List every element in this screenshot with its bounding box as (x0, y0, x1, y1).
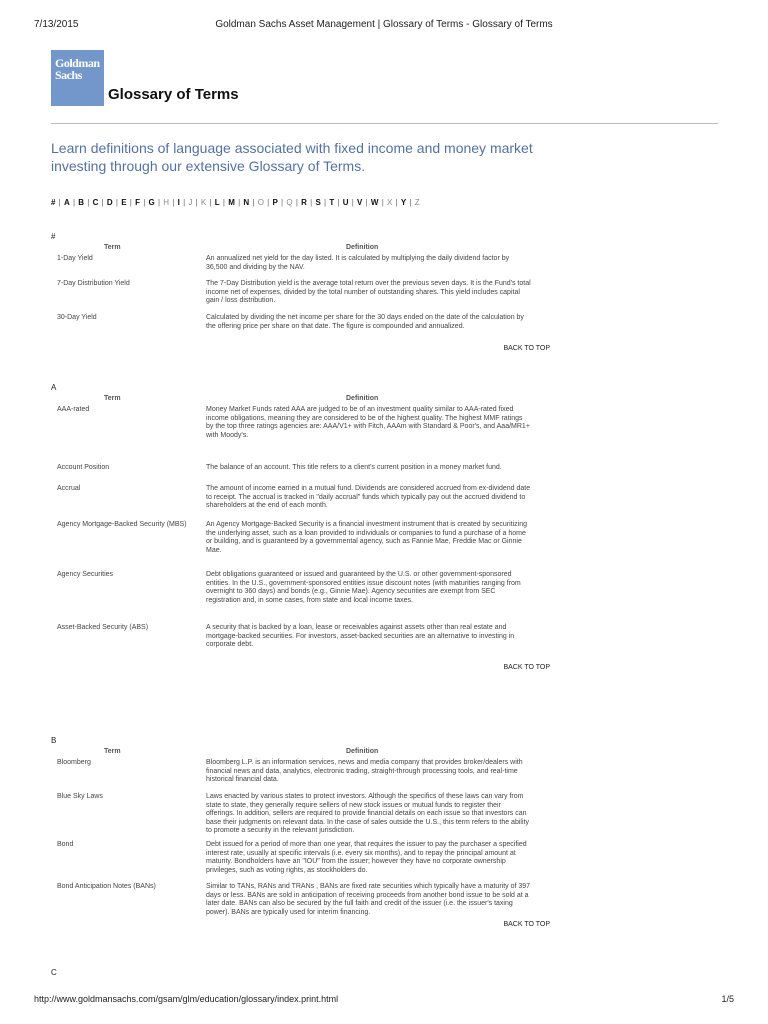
alphabet-link-hash[interactable]: # (51, 198, 56, 207)
alphabet-separator: | (264, 198, 272, 207)
glossary-row (51, 883, 571, 921)
glossary-definition: Money Market Funds rated AAA are judged to be of an investment quality similar to AAA-rated fixed income obligations, meaning they are considered to be of the highest quality. The highest MMF ratings by the top three ratings agencies are: AAA/V1+ with Fitch, AAAm with Standard & Poor's, and Aaa/MR1+ with Moody's. (206, 406, 530, 439)
glossary-term: Account Position (57, 464, 110, 471)
glossary-term: 7-Day Distribution Yield (57, 280, 130, 287)
alphabet-separator: | (155, 198, 163, 207)
alphabet-link-j: J (188, 198, 193, 207)
section-letter-c: C (51, 968, 57, 977)
alphabet-link-s[interactable]: S (315, 198, 321, 207)
glossary-term: Bond Anticipation Notes (BANs) (57, 883, 156, 890)
glossary-row (51, 571, 571, 624)
glossary-term: 30-Day Yield (57, 314, 97, 321)
section-b (51, 736, 571, 928)
alphabet-link-q: Q (286, 198, 293, 207)
glossary-term: Accrual (57, 485, 81, 492)
alphabet-separator: | (170, 198, 177, 207)
alphabet-separator: | (307, 198, 315, 207)
alphabet-link-f[interactable]: F (135, 198, 140, 207)
alphabet-separator: | (70, 198, 78, 207)
glossary-definition: Calculated by dividing the net income per share for the 30 days ended on the date of the calculation by the offering price per share on that date. The figure is compounded and annualized. (206, 314, 524, 330)
header-divider (51, 123, 718, 124)
glossary-definition: The 7-Day Distribution yield is the average total return over the previous seven days. It is the Fund's total income net of expenses, divided by the total number of outstanding shares. This yield includes capital gain / loss distribution. (206, 280, 531, 305)
section-letter: A (51, 383, 57, 392)
page-title: Glossary of Terms (108, 86, 239, 103)
glossary-row (51, 521, 571, 571)
definition-column-header: Definition (346, 748, 379, 755)
definition-column-header: Definition (346, 395, 379, 402)
glossary-definition: An annualized net yield for the day listed. It is calculated by multiplying the daily dividend factor by 36,500 and dividing by the NAV. (206, 255, 510, 271)
glossary-definition: Bloomberg L.P. is an information services, news and media company that provides broker/dealers with financial news and data, analytics, electronic trading, straight-through processing tools, and real-time historical financial data. (206, 759, 523, 784)
glossary-row (51, 485, 571, 521)
term-column-header: Term (104, 395, 121, 402)
alphabet-link-z: Z (414, 198, 420, 207)
glossary-definition: Debt issued for a period of more than one year, that requires the issuer to pay the purchaser a specified interest rate, usually at specific intervals (i.e. every six months), and to repay the principal amount at maturity. Bondholders have an "IOU" from the issuer; however they have no corporate ownership privileges, such as voting rights, as stockholders do. (206, 841, 527, 874)
print-title: Goldman Sachs Asset Management | Glossary of Terms - Glossary of Terms (215, 19, 553, 30)
alphabet-link-l[interactable]: L (214, 198, 220, 207)
alphabet-link-i[interactable]: I (177, 198, 180, 207)
logo-line-2: Sachs (55, 68, 82, 82)
table-header (51, 241, 571, 255)
glossary-row (51, 314, 571, 345)
alphabet-separator: | (235, 198, 243, 207)
alphabet-separator: | (99, 198, 106, 207)
section-a (51, 383, 571, 671)
back-to-top-link[interactable]: BACK TO TOP (503, 664, 550, 671)
alphabet-separator: | (127, 198, 135, 207)
glossary-row (51, 255, 571, 280)
glossary-term: Bloomberg (57, 759, 91, 766)
alphabet-link-r[interactable]: R (301, 198, 307, 207)
table-header (51, 745, 571, 759)
intro-text: Learn definitions of language associated with fixed income and money market investing through our extensive Glossary of Terms. (51, 140, 533, 174)
glossary-definition: A security that is backed by a loan, lease or receivables against assets other than real estate and mortgage-backed securities. For investors, asset-backed securities are an alternative to investing in corporate debt. (206, 624, 515, 649)
alphabet-separator: | (379, 198, 387, 207)
glossary-row (51, 280, 571, 314)
alphabet-link-d[interactable]: D (106, 198, 113, 207)
alphabet-separator: | (250, 198, 257, 207)
alphabet-link-u[interactable]: U (342, 198, 349, 207)
glossary-row (51, 793, 571, 841)
logo-line-1: Goldman (55, 56, 100, 70)
alphabet-separator: | (321, 198, 329, 207)
table-header (51, 392, 571, 406)
glossary-term: Agency Securities (57, 571, 114, 578)
glossary-definition: An Agency Mortgage-Backed Security is a financial investment instrument that is created by securitizing the underlying asset, such as a loan provided to individuals or companies to fund a purchase of a home or building, and is guaranteed by a governmental agency, such as Fannie Mae, Freddie Mac or Ginnie Mae. (206, 521, 527, 554)
alphabet-link-p[interactable]: P (272, 198, 278, 207)
alphabet-separator: | (335, 198, 342, 207)
glossary-term: Agency Mortgage-Backed Security (MBS) (57, 521, 187, 528)
glossary-definition: Laws enacted by various states to protect investors. Although the specifics of these laws can vary from state to state, they generally require sellers of new stock issues or mutual funds to register their offerings. In addition, sellers are required to provide financial details on each issue so that investors can base their judgments on relevant data. In the case of sales outside the U.S., this term refers to the ability to promote a security in the relevant jurisdiction. (206, 793, 529, 835)
alphabet-link-w[interactable]: W (370, 198, 379, 207)
glossary-definition: Similar to TANs, RANs and TRANs , BANs are fixed rate securities which typically have a maturity of 397 days or less. BANs are sold in anticipation of receiving proceeds from another bond issue to be sold at a later date. BANs can also be secured by the full faith and credit of the issuer (i.e. the issuer's taxing power). BANs are typically used for interim financing. (206, 883, 531, 916)
print-url: http://www.goldmansachs.com/gsam/glm/education/glossary/index.print.html (34, 994, 339, 1004)
goldman-sachs-logo[interactable] (51, 50, 104, 106)
section-hash (51, 232, 571, 352)
alphabet-separator: | (207, 198, 214, 207)
alphabet-link-c[interactable]: C (92, 198, 99, 207)
alphabet-separator: | (278, 198, 286, 207)
alphabet-link-k: K (200, 198, 207, 207)
alphabet-separator: | (407, 198, 414, 207)
alphabet-separator: | (349, 198, 357, 207)
term-column-header: Term (104, 244, 121, 251)
alphabet-link-o: O (257, 198, 264, 207)
glossary-term: Blue Sky Laws (57, 793, 103, 800)
glossary-definition: The amount of income earned in a mutual fund. Dividends are considered accrued from ex-dividend date to receipt. The accrual is tracked in "daily accrual" funds which typically pay out the accrued dividend to shareholders at the end of each month. (206, 485, 531, 510)
glossary-row (51, 759, 571, 793)
alphabet-separator: | (113, 198, 121, 207)
alphabet-link-t[interactable]: T (329, 198, 335, 207)
glossary-row (51, 624, 571, 664)
alphabet-separator: | (141, 198, 148, 207)
alphabet-link-m[interactable]: M (228, 198, 235, 207)
alphabet-separator: | (180, 198, 188, 207)
alphabet-link-g[interactable]: G (148, 198, 155, 207)
alphabet-index (51, 198, 420, 207)
glossary-row (51, 841, 571, 883)
alphabet-link-e[interactable]: E (121, 198, 127, 207)
alphabet-link-h: H (163, 198, 170, 207)
alphabet-link-y[interactable]: Y (400, 198, 407, 207)
definition-column-header: Definition (346, 244, 379, 251)
alphabet-link-a[interactable]: A (63, 198, 70, 207)
term-column-header: Term (104, 748, 121, 755)
glossary-term: Bond (57, 841, 74, 848)
alphabet-link-v[interactable]: V (357, 198, 363, 207)
alphabet-separator: | (220, 198, 228, 207)
page-number: 1/5 (721, 994, 734, 1004)
alphabet-link-b[interactable]: B (78, 198, 85, 207)
alphabet-link-n[interactable]: N (243, 198, 250, 207)
section-letter: # (51, 232, 56, 241)
glossary-row (51, 406, 571, 464)
alphabet-separator: | (193, 198, 200, 207)
glossary-term: 1-Day Yield (57, 255, 93, 262)
glossary-definition: Debt obligations guaranteed or issued and guaranteed by the U.S. or other government-sponsored entities. In the U.S., government-sponsored entities issue discount notes (with maturities ranging from overnight to 360 days) and bonds (e.g., Ginnie Mae). Agency securities are exempt from SEC registration and, in some cases, from state and local income taxes. (206, 571, 521, 604)
glossary-term: AAA-rated (57, 406, 90, 413)
section-letter: B (51, 736, 57, 745)
alphabet-separator: | (363, 198, 370, 207)
alphabet-separator: | (85, 198, 92, 207)
alphabet-link-x: X (387, 198, 393, 207)
alphabet-separator: | (393, 198, 400, 207)
alphabet-separator: | (293, 198, 301, 207)
back-to-top-link[interactable]: BACK TO TOP (503, 345, 550, 352)
glossary-definition: The balance of an account. This title refers to a client's current position in a money market fund. (206, 464, 502, 471)
glossary-row (51, 464, 571, 485)
back-to-top-link[interactable]: BACK TO TOP (503, 921, 550, 928)
alphabet-separator: | (56, 198, 63, 207)
glossary-term: Asset-Backed Security (ABS) (57, 624, 149, 631)
print-date: 7/13/2015 (34, 19, 79, 30)
